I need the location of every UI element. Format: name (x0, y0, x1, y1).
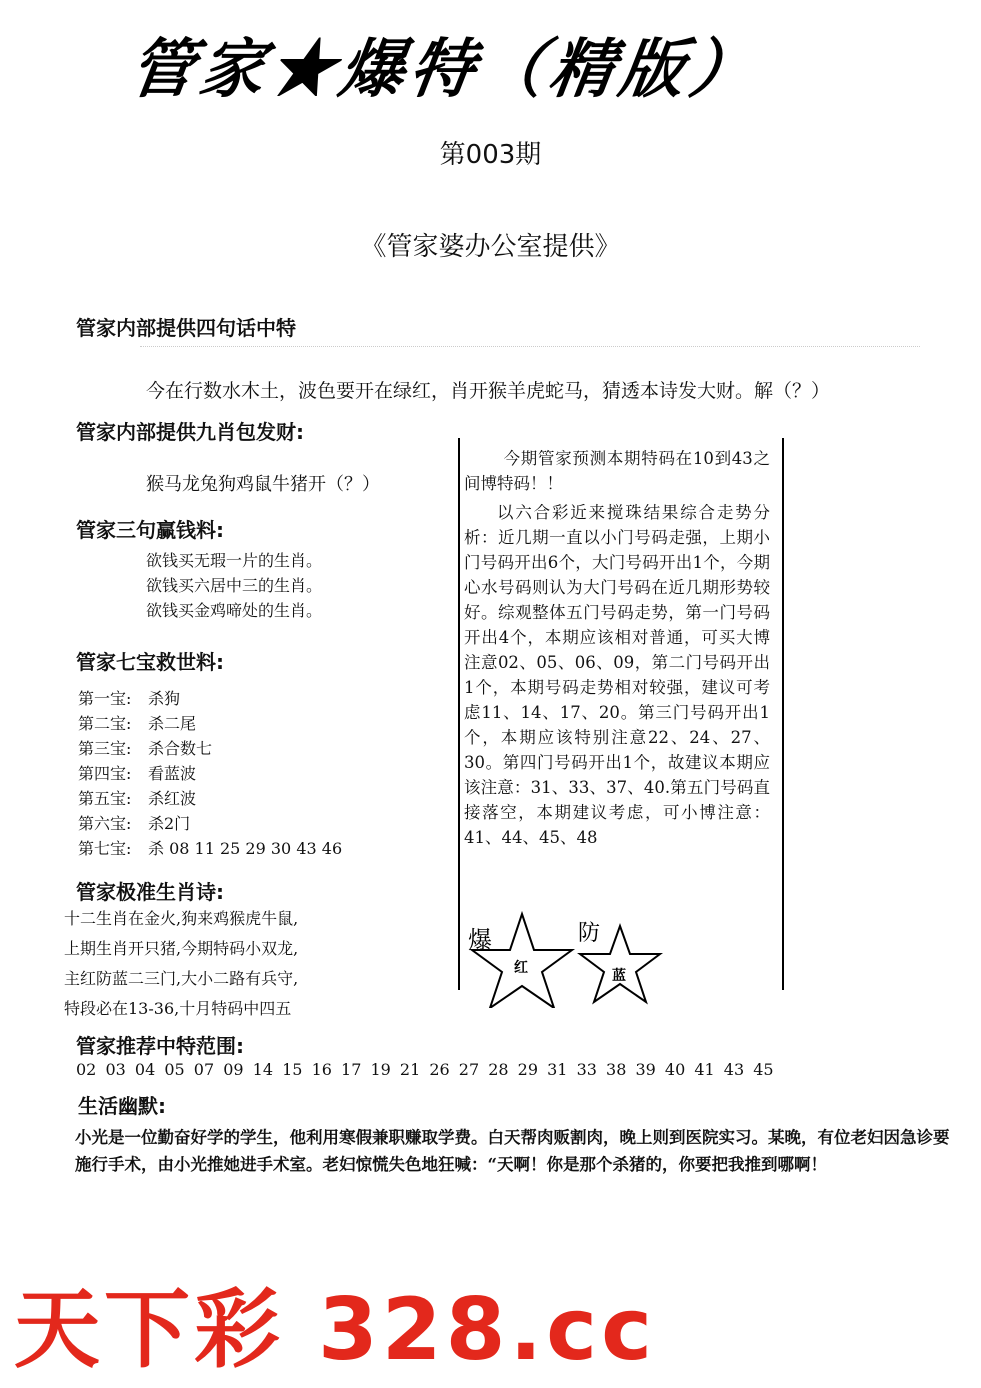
treasure-item (78, 736, 342, 761)
treasure-value: 看蓝波 (148, 764, 197, 783)
issue-number: 第003期 (439, 140, 542, 170)
treasure-value: 杀狗 (148, 689, 181, 708)
treasure-item (78, 836, 342, 861)
range-heading: 管家推荐中特范围: (76, 1034, 244, 1058)
treasure-label: 第六宝: (78, 814, 132, 833)
four-sentences-heading: 管家内部提供四句话中特 (76, 316, 296, 340)
four-sentences-text: 今在行数水木土，波色要开在绿红，肖开猴羊虎蛇马，猜透本诗发大财。解（？） (146, 380, 831, 402)
three-sentences-line: 欲钱买无瑕一片的生肖。 (146, 551, 323, 570)
page-title: 管家★爆特（精版） (124, 32, 766, 107)
humor-heading: 生活幽默: (78, 1094, 166, 1118)
seven-treasures-heading: 管家七宝救世料: (76, 650, 224, 674)
poem-line: 主红防蓝二三门,大小二路有兵守, (64, 969, 299, 988)
treasure-value: 杀二尾 (148, 714, 197, 733)
treasure-item (78, 786, 342, 811)
seven-treasures-list (78, 686, 342, 861)
treasure-label: 第七宝: (78, 839, 132, 858)
treasure-label: 第三宝: (78, 739, 132, 758)
treasure-label: 第一宝: (78, 689, 132, 708)
treasure-value: 杀红波 (148, 789, 197, 808)
treasure-value: 杀2门 (148, 814, 191, 833)
zodiac-poem-heading: 管家极准生肖诗: (76, 880, 224, 904)
humor-text: 小光是一位勤奋好学的学生，他利用寒假兼职赚取学费。白天帮肉贩割肉，晚上则到医院实习。某晚，有位老妇因急诊要施行手术，由小光推她进手术室。老妇惊慌失色地狂喊：“天啊！你是那个杀猪的，你要把我推到哪啊！ (75, 1128, 950, 1174)
star1-label: 爆 (468, 926, 492, 954)
star1-inner: 红 (514, 960, 528, 976)
prediction-analysis: 以六合彩近来搅珠结果综合走势分析：近几期一直以小门号码走强，上期小门号码开出6个，大门号码开出1个，今期心水号码则认为大门号码在近几期形势较好。综观整体五门号码走势，第一门号码开出4个，本期应该相对普通，可买大博注意02、05、06、09，第二门号码开出1个，本期号码走势相对较强，建议可考虑11、14、17、20。第三门号码开出1个，本期应该特别注意22、24、27、30。第四门号码开出1个，故建议本期应该注意：31、33、37、40.第五门号码直接落空，本期建议考虑，可小博注意：41、44、45、48 (464, 503, 770, 847)
treasure-item (78, 686, 342, 711)
star2-inner: 蓝 (612, 968, 626, 984)
three-sentences-list (146, 548, 322, 623)
prediction-intro: 今期管家预测本期特码在10到43之间博特码！！ (464, 449, 770, 493)
treasure-label: 第四宝: (78, 764, 132, 783)
treasure-label: 第二宝: (78, 714, 132, 733)
poem-line: 上期生肖开只猪,今期特码小双龙, (64, 939, 299, 958)
footer-brand: 天下彩 328.cc (14, 1280, 657, 1380)
prediction-box (458, 438, 784, 990)
prediction-text (464, 446, 770, 850)
nine-zodiac-heading: 管家内部提供九肖包发财: (76, 420, 304, 444)
divider (140, 346, 920, 347)
treasure-value: 杀 08 11 25 29 30 43 46 (148, 839, 343, 858)
treasure-item (78, 761, 342, 786)
nine-zodiac-text: 猴马龙兔狗鸡鼠牛猪开（？） (146, 474, 380, 495)
three-sentences-heading: 管家三句赢钱料: (76, 518, 224, 542)
treasure-label: 第五宝: (78, 789, 132, 808)
three-sentences-line: 欲钱买六居中三的生肖。 (146, 576, 323, 595)
three-sentences-line: 欲钱买金鸡啼处的生肖。 (146, 601, 323, 620)
stars-graphic (460, 908, 780, 1008)
provider-line: 《管家婆办公室提供》 (360, 232, 621, 262)
range-numbers: 02 03 04 05 07 09 14 15 16 17 19 21 26 27 28 29 31 33 38 39 40 41 43 45 (76, 1060, 774, 1079)
zodiac-poem-lines (64, 904, 298, 1024)
treasure-item (78, 711, 342, 736)
poem-line: 十二生肖在金火,狗来鸡猴虎牛鼠, (64, 909, 299, 928)
poem-line: 特段必在13-36,十月特码中四五 (64, 999, 292, 1018)
treasure-item (78, 811, 342, 836)
treasure-value: 杀合数七 (148, 739, 213, 758)
star2-label: 防 (578, 921, 601, 946)
